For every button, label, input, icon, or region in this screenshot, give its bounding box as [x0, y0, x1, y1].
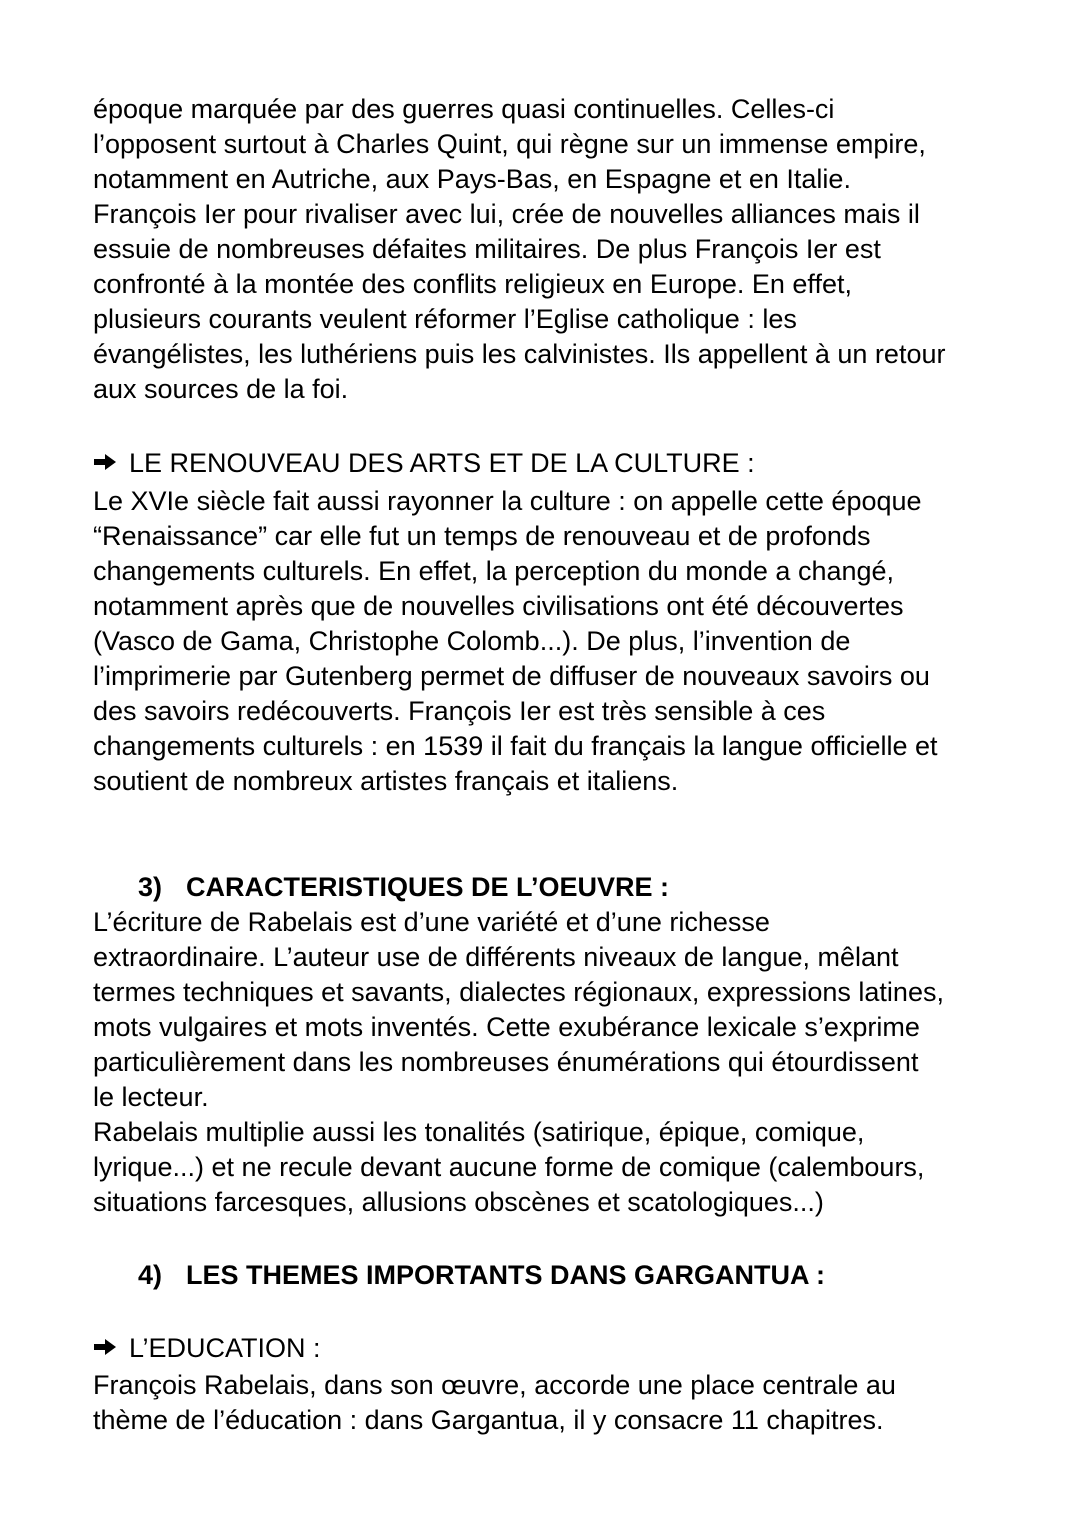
arrow-right-icon	[93, 453, 117, 471]
text-line: situations farcesques, allusions obscènes et scatologiques...)	[93, 1187, 824, 1217]
text-line: l’imprimerie par Gutenberg permet de diffuser de nouveaux savoirs ou	[93, 661, 930, 691]
arrow-right-icon	[93, 1338, 117, 1356]
section-number: 4)	[138, 1260, 163, 1290]
text-line: le lecteur.	[93, 1082, 209, 1112]
section-heading-4	[138, 1258, 825, 1293]
text-line: Le XVIe siècle fait aussi rayonner la culture : on appelle cette époque	[93, 486, 922, 516]
text-line: (Vasco de Gama, Christophe Colomb...). De plus, l’invention de	[93, 626, 851, 656]
text-line: particulièrement dans les nombreuses énumérations qui étourdissent	[93, 1047, 919, 1077]
text-line: essuie de nombreuses défaites militaires. De plus François Ier est	[93, 234, 881, 264]
text-line: extraordinaire. L’auteur use de différents niveaux de langue, mêlant	[93, 942, 899, 972]
text-line: Rabelais multiplie aussi les tonalités (satirique, épique, comique,	[93, 1117, 865, 1147]
text-line: confronté à la montée des conflits religieux en Europe. En effet,	[93, 269, 852, 299]
subheading-education	[93, 1331, 321, 1366]
subheading-education-label: L’EDUCATION :	[129, 1333, 321, 1363]
section-heading-3	[138, 870, 669, 905]
text-line: François Rabelais, dans son œuvre, accorde une place centrale au	[93, 1370, 896, 1400]
text-line: mots vulgaires et mots inventés. Cette exubérance lexicale s’exprime	[93, 1012, 920, 1042]
text-line: L’écriture de Rabelais est d’une variété et d’une richesse	[93, 907, 770, 937]
text-line: changements culturels. En effet, la perception du monde a changé,	[93, 556, 895, 586]
text-line: termes techniques et savants, dialectes régionaux, expressions latines,	[93, 977, 944, 1007]
text-line: thème de l’éducation : dans Gargantua, il y consacre 11 chapitres.	[93, 1405, 884, 1435]
text-line: des savoirs redécouverts. François Ier est très sensible à ces	[93, 696, 826, 726]
text-line: notamment en Autriche, aux Pays-Bas, en Espagne et en Italie.	[93, 164, 851, 194]
subheading-arts	[93, 446, 755, 481]
text-line: époque marquée par des guerres quasi continuelles. Celles-ci	[93, 94, 835, 124]
section-title: CARACTERISTIQUES DE L’OEUVRE :	[186, 872, 670, 902]
text-line: notamment après que de nouvelles civilisations ont été découvertes	[93, 591, 904, 621]
text-line: changements culturels : en 1539 il fait du français la langue officielle et	[93, 731, 938, 761]
text-line: évangélistes, les luthériens puis les calvinistes. Ils appellent à un retour	[93, 339, 946, 369]
text-line: aux sources de la foi.	[93, 374, 349, 404]
text-line: soutient de nombreux artistes français et italiens.	[93, 766, 679, 796]
text-line: François Ier pour rivaliser avec lui, crée de nouvelles alliances mais il	[93, 199, 920, 229]
section-number: 3)	[138, 872, 163, 902]
text-line: lyrique...) et ne recule devant aucune forme de comique (calembours,	[93, 1152, 925, 1182]
text-line: plusieurs courants veulent réformer l’Eglise catholique : les	[93, 304, 797, 334]
section-title: LES THEMES IMPORTANTS DANS GARGANTUA :	[186, 1260, 825, 1290]
text-line: l’opposent surtout à Charles Quint, qui règne sur un immense empire,	[93, 129, 926, 159]
text-line: “Renaissance” car elle fut un temps de renouveau et de profonds	[93, 521, 871, 551]
subheading-arts-label: LE RENOUVEAU DES ARTS ET DE LA CULTURE :	[129, 448, 755, 478]
